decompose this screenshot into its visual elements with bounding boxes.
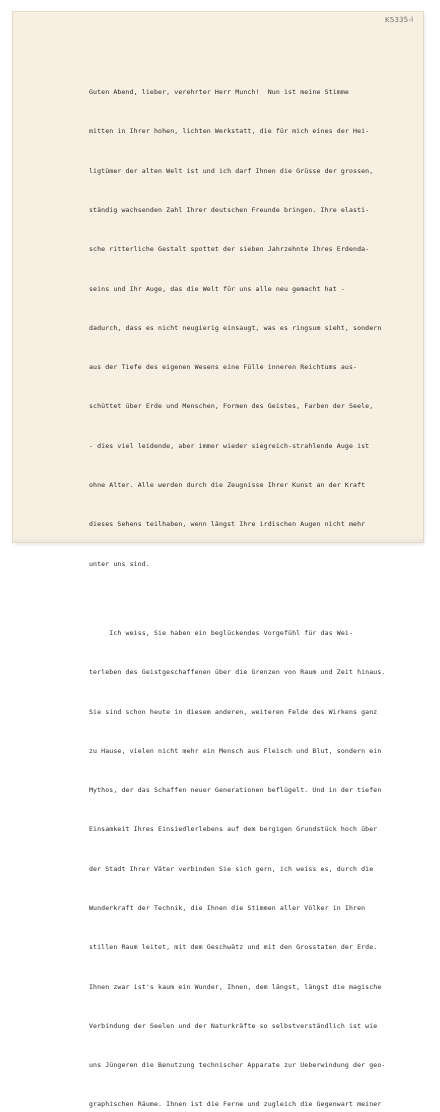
text-line: - dies viel leidende, aber immer wieder siegreich-strahlende Auge ist [89, 441, 370, 450]
text-line: schüttet über Erde und Menschen, Formen des Geistes, Farben der Seele, [89, 402, 374, 411]
text-line: ohne Alter. Alle werden durch die Zeugnisse Ihrer Kunst an der Kraft [89, 481, 366, 489]
paragraph-gap [89, 597, 427, 601]
text-line: Guten Abend, lieber, verehrter Herr Munch! Nun ist meine Stimme [89, 88, 349, 97]
archive-mark: K5335-I [384, 15, 414, 25]
text-line: graphischen Räume. Ihnen ist die Ferne und zugleich die Gegenwart meiner [89, 1100, 382, 1109]
text-line: Mythos, der das Schaffen neuer Generationen beflügelt. Und in der tiefen [89, 786, 382, 795]
text-line: seins und Ihr Auge, das die Welt für uns alle neu gemacht hat - [89, 284, 345, 293]
text-line: dieses Sehens teilhaben, wenn längst Ihre irdischen Augen nicht mehr [89, 520, 366, 529]
text-line: Sie sind schon heute in diesem anderen, weiteren Felde des Wirkens ganz [89, 707, 378, 716]
text-line: ligtümer der alten Welt ist und ich darf Ihnen die Grüsse der grossen, [89, 166, 374, 175]
text-line: dadurch, dass es nicht neugierig einsaugt, was es ringsum sieht, sondern [89, 323, 382, 332]
text-line: stillen Raum leitet, mit dem Geschwätz und mit den Grosstaten der Erde. [89, 943, 378, 952]
text-line: terleben des Geistgeschaffenen über die Grenzen von Raum und Zeit hinaus. [89, 668, 386, 677]
text-line: Wunderkraft der Technik, die Ihnen die Stimmen aller Völker in Ihren [89, 904, 366, 912]
text-line: sche ritterliche Gestalt spottet der sieben Jahrzehnte Ihres Erdenda- [89, 245, 370, 254]
text-line: Ihnen zwar ist's kaum ein Wunder, Ihnen, dem längst, längst die magische [89, 982, 382, 991]
text-line: Verbindung der Seelen und der Naturkräfte so selbstverständlich ist wie [89, 1021, 378, 1030]
page-edge-shadow [13, 536, 423, 542]
letter-body [89, 60, 427, 1112]
letter-page [13, 12, 423, 1109]
text-line: mitten in Ihrer hohen, lichten Werkstatt, die für mich eines der Hei- [89, 127, 370, 136]
text-line: uns Jüngeren die Benutzung technischer Apparate zur Ueberwindung der geo- [89, 1061, 386, 1070]
text-line: Einsamkeit Ihres Einsiedlerlebens auf dem bergigen Grundstück hoch über [89, 825, 378, 834]
text-line: Ich weiss, Sie haben ein beglückendes Vorgefühl für das Wei- [89, 629, 354, 638]
text-line: der Stadt Ihrer Väter verbinden Sie sich gern, ich weiss es, durch die [89, 864, 374, 873]
text-line: aus der Tiefe des eigenen Wesens eine Fülle inneren Reichtums aus- [89, 363, 358, 372]
text-line: zu Hause, vielen nicht mehr ein Mensch aus Fleisch und Blut, sondern ein [89, 746, 382, 755]
text-line: unter uns sind. [89, 559, 150, 568]
text-line: ständig wachsenden Zahl Ihrer deutschen Freunde bringen. Ihre elasti- [89, 206, 370, 215]
